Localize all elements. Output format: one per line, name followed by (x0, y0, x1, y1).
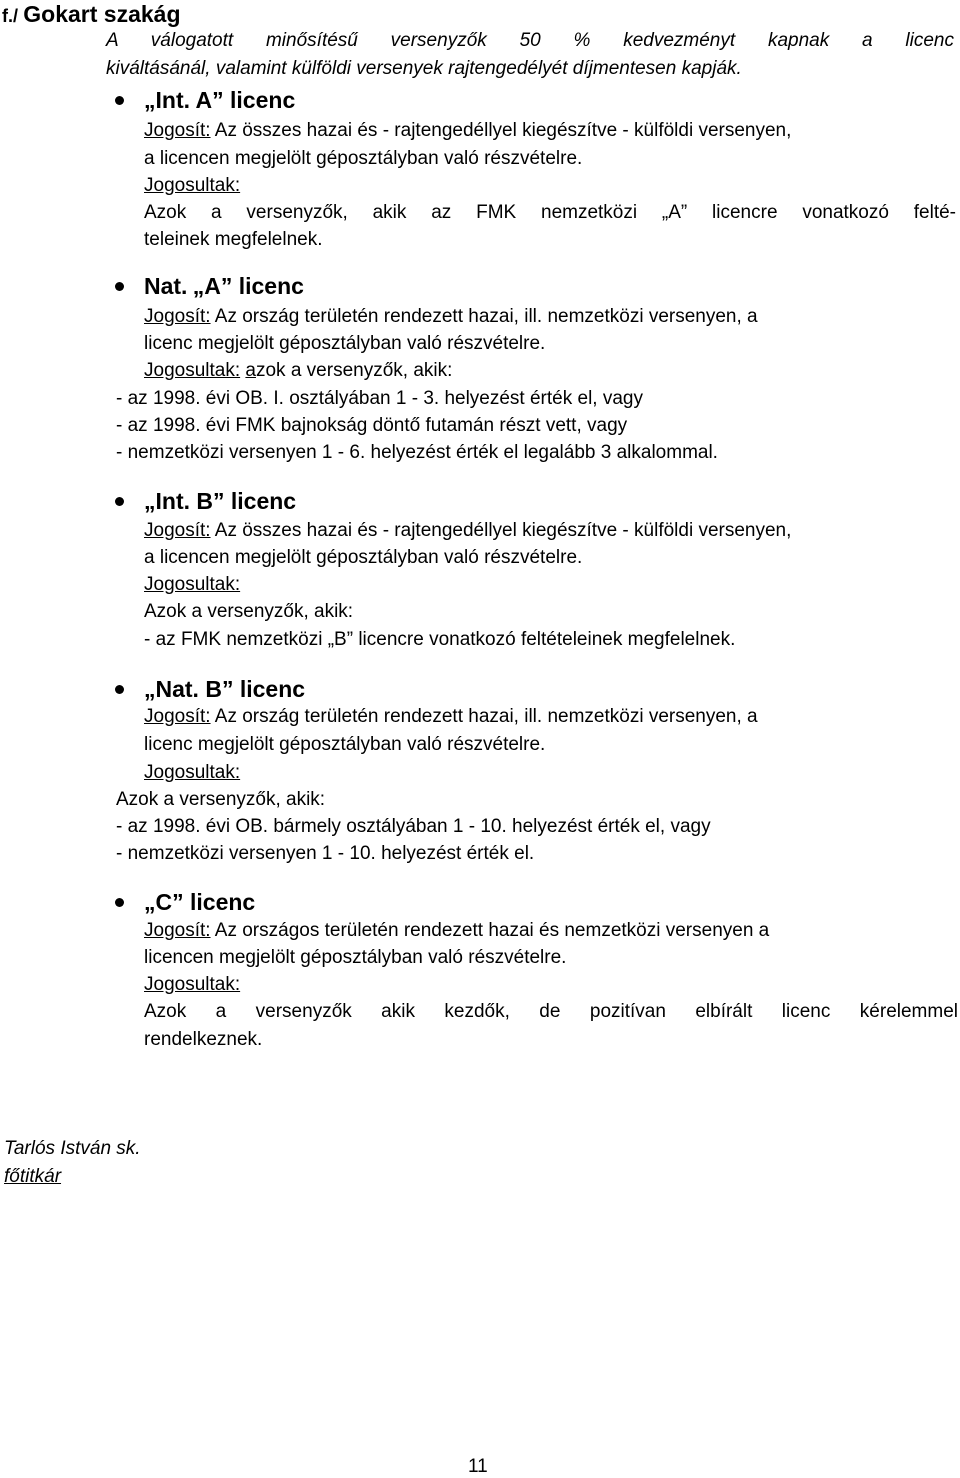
nat-b-line-3: - nemzetközi versenyen 1 - 10. helyezést érték el. (116, 843, 535, 864)
nat-a-line-3: - nemzetközi versenyen 1 - 6. helyezést érték el legalább 3 alkalommal. (116, 442, 718, 463)
c-line-1: Azok a versenyzők akik kezdők, de pozitívan elbírált licenc kérelemmel (144, 1001, 958, 1022)
bullet-icon (115, 898, 124, 907)
int-b-jogosit (144, 518, 791, 544)
signature-name: Tarlós István sk. (4, 1138, 141, 1159)
section-heading (2, 0, 181, 31)
jogosit-label: Jogosít: (144, 120, 211, 141)
jogosultak-label: Jogosultak: (144, 360, 241, 381)
section-prefix: f./ (2, 6, 18, 26)
jogosultak-label: Jogosultak: (144, 175, 241, 196)
int-a-jogosultak-line-1: Azok a versenyzők, akik az FMK nemzetközi „A” licencre vonatkozó felté- (144, 202, 956, 223)
c-line-2: rendelkeznek. (144, 1029, 263, 1050)
int-b-jogosit-text: Az összes hazai és - rajtengedéllyel kiegészítve - külföldi versenyen, (214, 520, 792, 541)
nat-a-line-2: - az 1998. évi FMK bajnokság döntő futamán részt vett, vagy (116, 415, 628, 436)
jogosultak-label: Jogosultak: (144, 574, 241, 595)
nat-a-jogosit-text: Az ország területén rendezett hazai, ill. nemzetközi versenyen, a (214, 306, 758, 327)
int-b-line-2: - az FMK nemzetközi „B” licencre vonatkozó feltételeinek megfelelnek. (144, 629, 736, 650)
int-a-title: „Int. A” licenc (144, 87, 296, 113)
jogosit-label: Jogosít: (144, 306, 211, 327)
intro-line-2: kiváltásánál, valamint külföldi versenyek rajtengedélyét díjmentesen kapják. (106, 58, 742, 79)
jogosultak-label: Jogosultak: (144, 974, 241, 995)
int-a-jogosit-cont: a licencen megjelölt géposztályban való részvételre. (144, 148, 583, 169)
nat-b-title: „Nat. B” licenc (144, 676, 306, 702)
nat-a-jogosultak (144, 358, 452, 384)
nat-a-title-prefix: Nat. (144, 273, 188, 299)
jogosultak-label: Jogosultak: (144, 762, 241, 783)
c-title: „C” licenc (144, 889, 256, 915)
int-b-jogosit-cont: a licencen megjelölt géposztályban való részvételre. (144, 547, 583, 568)
nat-a-jogosit (144, 304, 758, 330)
jogosit-label: Jogosít: (144, 520, 211, 541)
nat-a-title (144, 272, 304, 303)
jogosit-label: Jogosít: (144, 920, 211, 941)
intro-line-1: A válogatott minősítésű versenyzők 50 % kedvezményt kapnak a licenc (106, 30, 954, 51)
int-a-jogosultak-line-2: teleinek megfelelnek. (144, 229, 323, 250)
signature-role: főtitkár (4, 1166, 62, 1187)
bullet-icon (115, 96, 124, 105)
bullet-icon (115, 685, 124, 694)
nat-a-title-rest: „A” licenc (192, 273, 304, 299)
int-b-line-1: Azok a versenyzők, akik: (144, 601, 354, 622)
bullet-icon (115, 282, 124, 291)
c-jogosit-cont: licencen megjelölt géposztályban való részvételre. (144, 947, 567, 968)
bullet-icon (115, 497, 124, 506)
c-jogosit-text: Az országos területén rendezett hazai és nemzetközi versenyen a (214, 920, 770, 941)
int-a-jogosit-text: Az összes hazai és - rajtengedéllyel kiegészítve - külföldi versenyen, (214, 120, 792, 141)
nat-b-jogosit-cont: licenc megjelölt géposztályban való részvételre. (144, 734, 546, 755)
nat-b-jogosit (144, 704, 758, 730)
nat-b-jogosit-text: Az ország területén rendezett hazai, ill. nemzetközi versenyen, a (214, 706, 758, 727)
nat-b-line-2: - az 1998. évi OB. bármely osztályában 1 - 10. helyezést érték el, vagy (116, 816, 711, 837)
nat-a-line-1: - az 1998. évi OB. I. osztályában 1 - 3. helyezést érték el, vagy (116, 388, 643, 409)
nat-b-line-1: Azok a versenyzők, akik: (116, 789, 326, 810)
c-jogosit (144, 918, 769, 944)
nat-a-jogosultak-rest: zok a versenyzők, akik: (255, 360, 453, 381)
int-a-jogosit (144, 118, 791, 144)
int-b-title: „Int. B” licenc (144, 488, 297, 514)
nat-a-jogosultak-first-letter: a (245, 360, 256, 381)
nat-a-jogosit-cont: licenc megjelölt géposztályban való részvételre. (144, 333, 546, 354)
section-title: Gokart szakág (23, 1, 181, 27)
jogosit-label: Jogosít: (144, 706, 211, 727)
page-number: 11 (468, 1456, 488, 1477)
